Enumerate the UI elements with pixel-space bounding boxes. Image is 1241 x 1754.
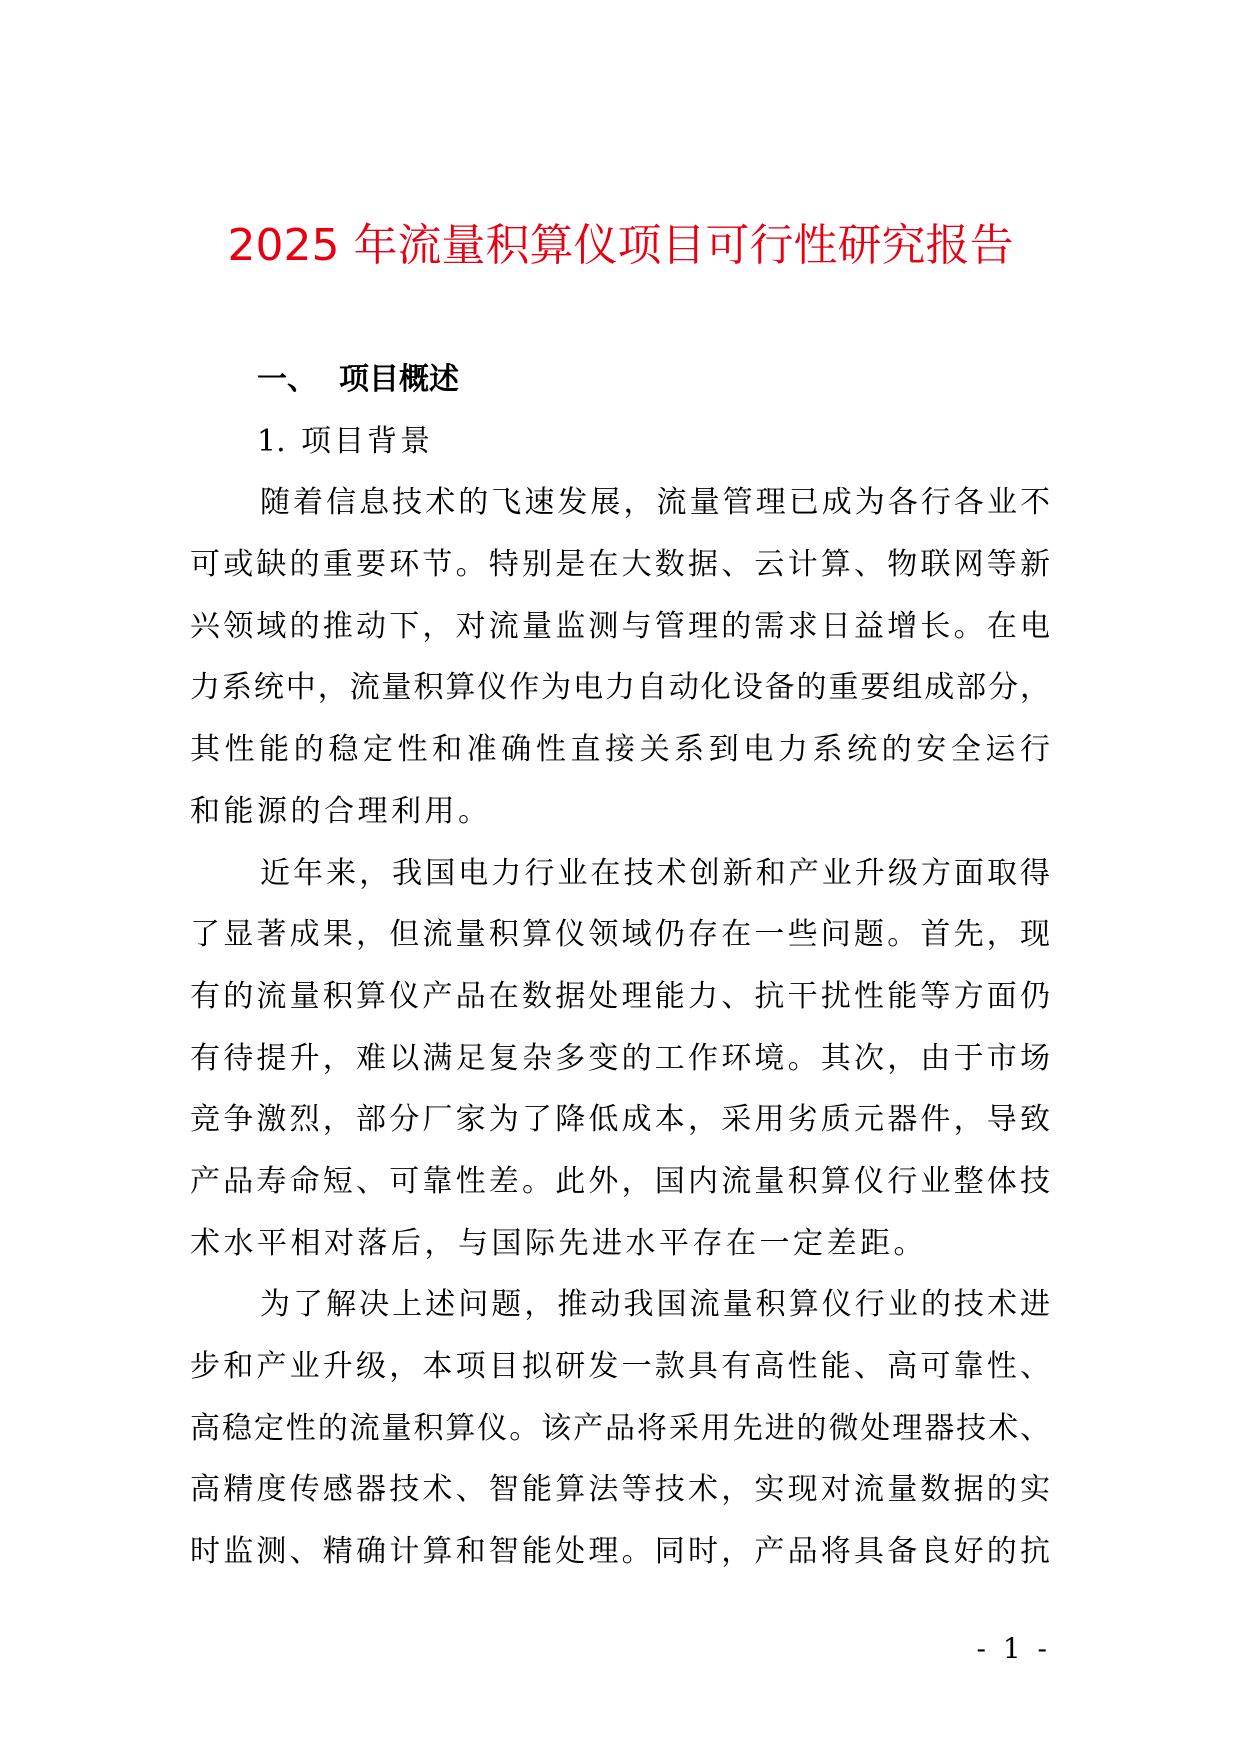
paragraph-line: 力系统中，流量积算仪作为电力自动化设备的重要组成部分， bbox=[190, 670, 1051, 706]
paragraph-line: 随着信息技术的飞速发展，流量管理已成为各行各业不 bbox=[260, 485, 1051, 521]
document-body bbox=[190, 349, 1051, 1583]
paragraph-line: 为了解决上述问题，推动我国流量积算仪行业的技术进 bbox=[260, 1287, 1051, 1323]
paragraph-line: 有的流量积算仪产品在数据处理能力、抗干扰性能等方面仍 bbox=[190, 978, 1051, 1014]
paragraph-line: 术水平相对落后，与国际先进水平存在一定差距。 bbox=[190, 1225, 927, 1261]
paragraph-line: 时监测、精确计算和智能处理。同时，产品将具备良好的抗 bbox=[190, 1534, 1051, 1570]
document-title: 2025 年流量积算仪项目可行性研究报告 bbox=[227, 220, 1014, 271]
subsection-number: 1. bbox=[257, 423, 286, 459]
paragraph-line: 和能源的合理利用。 bbox=[190, 793, 492, 829]
paragraph-line: 兴领域的推动下，对流量监测与管理的需求日益增长。在电 bbox=[190, 608, 1051, 644]
section-heading bbox=[190, 349, 1051, 411]
subsection-title: 项目背景 bbox=[301, 423, 433, 459]
paragraph-line: 步和产业升级，本项目拟研发一款具有高性能、高可靠性、 bbox=[190, 1349, 1051, 1384]
paragraph-line: 近年来，我国电力行业在技术创新和产业升级方面取得 bbox=[260, 855, 1051, 891]
section-title: 项目概述 bbox=[339, 362, 459, 397]
paragraph-line: 可或缺的重要环节。特别是在大数据、云计算、物联网等新 bbox=[190, 547, 1051, 583]
body-paragraph bbox=[190, 843, 1051, 1275]
paragraph-line: 高稳定性的流量积算仪。该产品将采用先进的微处理器技术、 bbox=[190, 1410, 1051, 1446]
body-paragraph bbox=[190, 1274, 1051, 1582]
body-paragraph bbox=[190, 472, 1051, 842]
paragraph-line: 了显著成果，但流量积算仪领域仍存在一些问题。首先，现 bbox=[190, 917, 1051, 953]
paragraph-line: 其性能的稳定性和准确性直接关系到电力系统的安全运行 bbox=[190, 732, 1051, 768]
subsection-heading bbox=[190, 411, 1051, 473]
paragraph-line: 有待提升，难以满足复杂多变的工作环境。其次，由于市场 bbox=[190, 1040, 1051, 1076]
paragraph-line: 高精度传感器技术、智能算法等技术，实现对流量数据的实 bbox=[190, 1472, 1051, 1508]
section-number: 一、 bbox=[257, 362, 317, 397]
paragraph-line: 产品寿命短、可靠性差。此外，国内流量积算仪行业整体技 bbox=[190, 1163, 1051, 1199]
page-number: - 1 - bbox=[976, 1632, 1051, 1665]
paragraph-line: 竞争激烈，部分厂家为了降低成本，采用劣质元器件，导致 bbox=[190, 1102, 1051, 1138]
